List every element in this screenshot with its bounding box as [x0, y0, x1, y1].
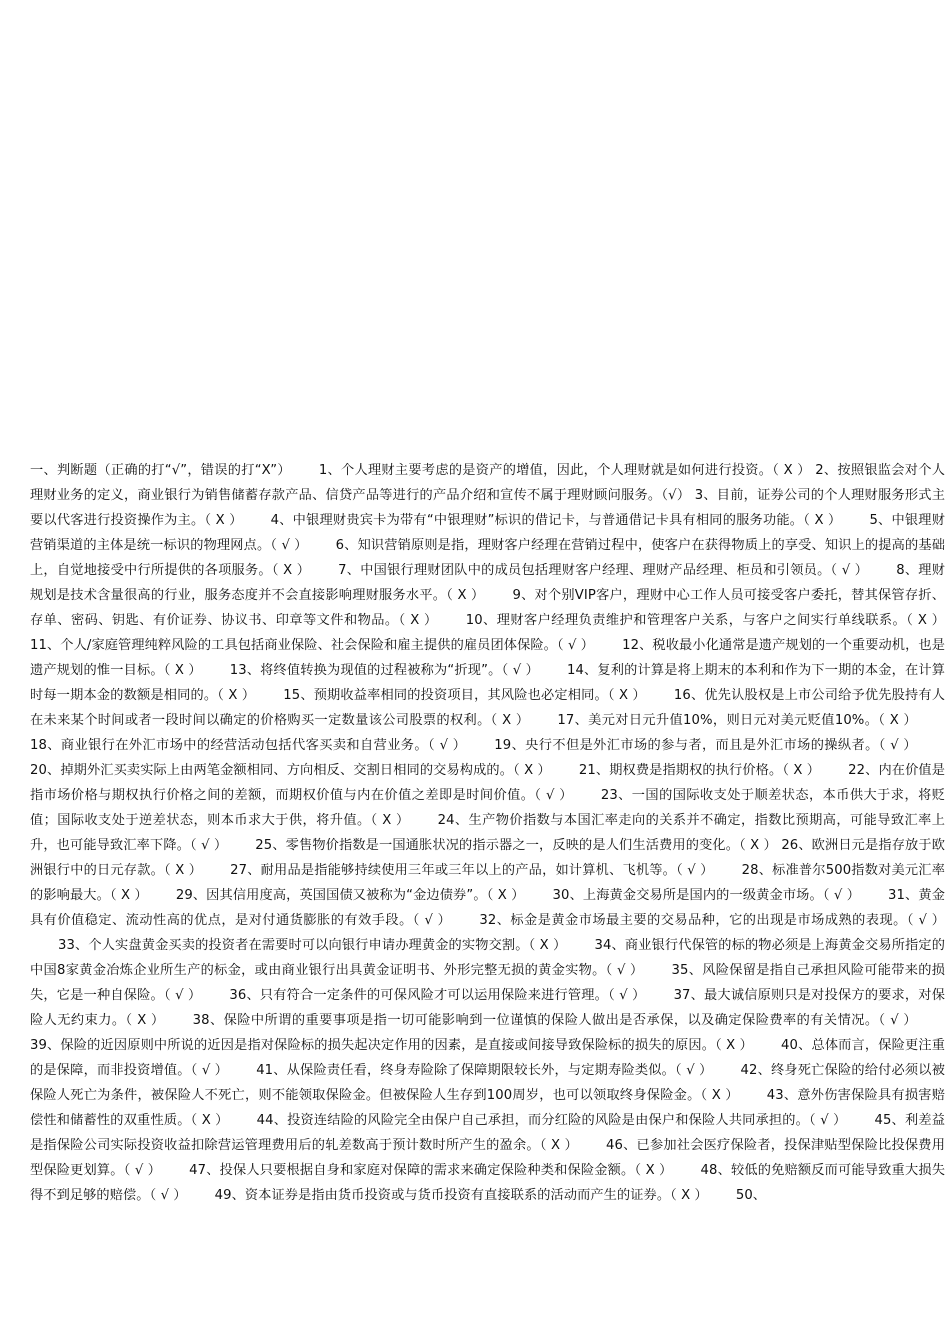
question-item: 34、商业银行代保管的标的物必须是上海黄金交易所指定的中国8家黄金冶炼企业所生产的标金，或由商业银行出具黄金证明书、外形完整无损的黄金实物。（ √ ） [30, 938, 945, 978]
question-item: 21、期权费是指期权的执行价格。（ X ） [578, 763, 821, 778]
question-item: 42、终身死亡保险的给付必须以被保险人死亡为条件，被保险人不死亡，则不能领取保险金。但被保险人生存到100周岁，也可以领取终身保险金。（ X ） [30, 1063, 945, 1103]
question-item: 45、利差益是指保险公司实际投资收益扣除营运管理费用后的轧差数高于预计数时所产生的盈余。（ X ） [30, 1113, 945, 1153]
question-item: 7、中国银行理财团队中的成员包括理财客户经理、理财产品经理、柜员和引领员。（ √ ） [338, 563, 869, 578]
question-item: 17、美元对日元升值10%，则日元对美元贬值10%。（ X ） [557, 713, 917, 728]
question-item: 35、风险保留是指自己承担风险可能带来的损失，它是一种自保险。（ √ ） [30, 963, 945, 1003]
question-item: 41、从保险责任看，终身寿险除了保障期限较长外，与定期寿险类似。（ √ ） [256, 1063, 713, 1078]
question-item: 47、投保人只要根据自身和家庭对保障的需求来确定保险种类和保险金额。（ X ） [189, 1163, 673, 1178]
question-item: 32、标金是黄金市场最主要的交易品种，它的出现是市场成熟的表现。（ √ ） [479, 913, 945, 928]
question-item: 30、上海黄金交易所是国内的一级黄金市场。（ √ ） [552, 888, 861, 903]
question-item: 48、较低的免赔额反而可能导致重大损失得不到足够的赔偿。（ √ ） [30, 1163, 945, 1203]
question-item: 24、生产物价指数与本国汇率走向的关系并不确定，指数比预期高，可能导致汇率上升，也可能导致汇率下降。（ √ ） [30, 813, 946, 853]
question-item: 26、欧洲日元是指存放于欧洲银行中的日元存款。（ X ） [30, 838, 945, 878]
quiz-heading: 一、判断题（正确的打“√”，错误的打“X”） [30, 463, 291, 478]
question-item: 23、一国的国际收支处于顺差状态，本币供大于求，将贬值；国际收支处于逆差状态，则本币求大于供，将升值。（ X ） [30, 788, 945, 828]
question-item: 37、最大诚信原则只是对投保方的要求，对保险人无约束力。（ X ） [30, 988, 945, 1028]
question-item: 4、中银理财贵宾卡为带有“中银理财”标识的借记卡，与普通借记卡具有相同的服务功能。（ X ） [270, 513, 842, 528]
question-item: 3、目前，证券公司的个人理财服务形式主要以代客进行投资操作为主。（ X ） [30, 488, 945, 528]
question-item: 22、内在价值是指市场价格与期权执行价格之间的差额，而期权价值与内在价值之差即是时间价值。（ √ ） [30, 763, 946, 803]
question-item: 20、掉期外汇买卖实际上由两笔金额相同、方向相反、交割日相同的交易构成的。（ X ） [30, 763, 551, 778]
question-item: 11、个人/家庭管理纯粹风险的工具包括商业保险、社会保险和雇主提供的雇员团体保险。（ √ ） [30, 638, 595, 653]
question-item: 49、资本证券是指由货币投资或与货币投资有直接联系的活动而产生的证券。（ X ） [214, 1188, 708, 1203]
question-item: 27、耐用品是指能够持续使用三年或三年以上的产品，如计算机、飞机等。（ √ ） [230, 863, 714, 878]
question-item: 33、个人实盘黄金买卖的投资者在需要时可以向银行申请办理黄金的实物交割。（ X ） [58, 938, 567, 953]
question-item: 13、将终值转换为现值的过程被称为“折现”。（ √ ） [229, 663, 539, 678]
question-item: 12、税收最小化通常是遗产规划的一个重要动机，也是遗产规划的惟一目标。（ X ） [30, 638, 945, 678]
question-item: 43、意外伤害保险具有损害赔偿性和储蓄性的双重性质。（ X ） [30, 1088, 945, 1128]
question-item: 10、理财客户经理负责维护和管理客户关系，与客户之间实行单线联系。（ X ） [465, 613, 945, 628]
question-item: 28、标准普尔500指数对美元汇率的影响最大。（ X ） [30, 863, 945, 903]
question-item: 16、优先认股权是上市公司给予优先股持有人在未来某个时间或者一段时间以确定的价格购买一定数量该公司股票的权利。（ X ） [30, 688, 945, 728]
question-item: 19、央行不但是外汇市场的参与者，而且是外汇市场的操纵者。（ √ ） [494, 738, 917, 753]
question-item: 1、个人理财主要考虑的是资产的增值，因此，个人理财就是如何进行投资。（ X ） [318, 463, 811, 478]
question-item: 9、对个别VIP客户，理财中心工作人员可接受客户委托，替其保管存折、存单、密码、钥匙、有价证券、协议书、印章等文件和物品。（ X ） [30, 588, 945, 628]
question-item: 14、复利的计算是将上期末的本利和作为下一期的本金，在计算时每一期本金的数额是相同的。（ X ） [30, 663, 945, 703]
question-item: 40、总体而言，保险更注重的是保障，而非投资增值。（ √ ） [30, 1038, 945, 1078]
question-item: 39、保险的近因原则中所说的近因是指对保险标的损失起决定作用的因素，是直接或间接导致保险标的损失的原因。（ X ） [30, 1038, 754, 1053]
question-item: 44、投资连结险的风险完全由保户自己承担，而分红险的风险是由保户和保险人共同承担的。（ √ ） [256, 1113, 847, 1128]
question-item: 5、中银理财营销渠道的主体是统一标识的物理网点。（ √ ） [30, 513, 946, 553]
question-item: 18、商业银行在外汇市场中的经营活动包括代客买卖和自营业务。（ √ ） [30, 738, 467, 753]
quiz-text-block [30, 458, 945, 1208]
question-item: 36、只有符合一定条件的可保风险才可以运用保险来进行管理。（ √ ） [229, 988, 646, 1003]
question-item: 15、预期收益率相同的投资项目，其风险也必定相同。（ X ） [283, 688, 646, 703]
question-item: 8、理财规划是技术含量很高的行业，服务态度并不会直接影响理财服务水平。（ X ） [30, 563, 945, 603]
question-item: 31、黄金具有价值稳定、流动性高的优点，是对付通货膨胀的有效手段。（ √ ） [30, 888, 945, 928]
question-item: 50、 [735, 1188, 767, 1203]
question-item: 46、已参加社会医疗保险者，投保津贴型保险比投保费用型保险更划算。（ √ ） [30, 1138, 945, 1178]
quiz-paragraph [30, 458, 945, 1208]
question-item: 29、因其信用度高，英国国债又被称为“金边债券”。（ X ） [175, 888, 525, 903]
question-item: 25、零售物价指数是一国通胀状况的指示器之一，反映的是人们生活费用的变化。（ X ） [255, 838, 777, 853]
question-item: 2、按照银监会对个人理财业务的定义，商业银行为销售储蓄存款产品、信贷产品等进行的产品介绍和宣传不属于理财顾问服务。（√） [30, 463, 945, 503]
question-item: 6、知识营销原则是指，理财客户经理在营销过程中，使客户在获得物质上的享受、知识上的提高的基础上，自觉地接受中行所提供的各项服务。（ X ） [30, 538, 945, 578]
question-item: 38、保险中所谓的重要事项是指一切可能影响到一位谨慎的保险人做出是否承保，以及确定保险费率的有关情况。（ √ ） [192, 1013, 917, 1028]
